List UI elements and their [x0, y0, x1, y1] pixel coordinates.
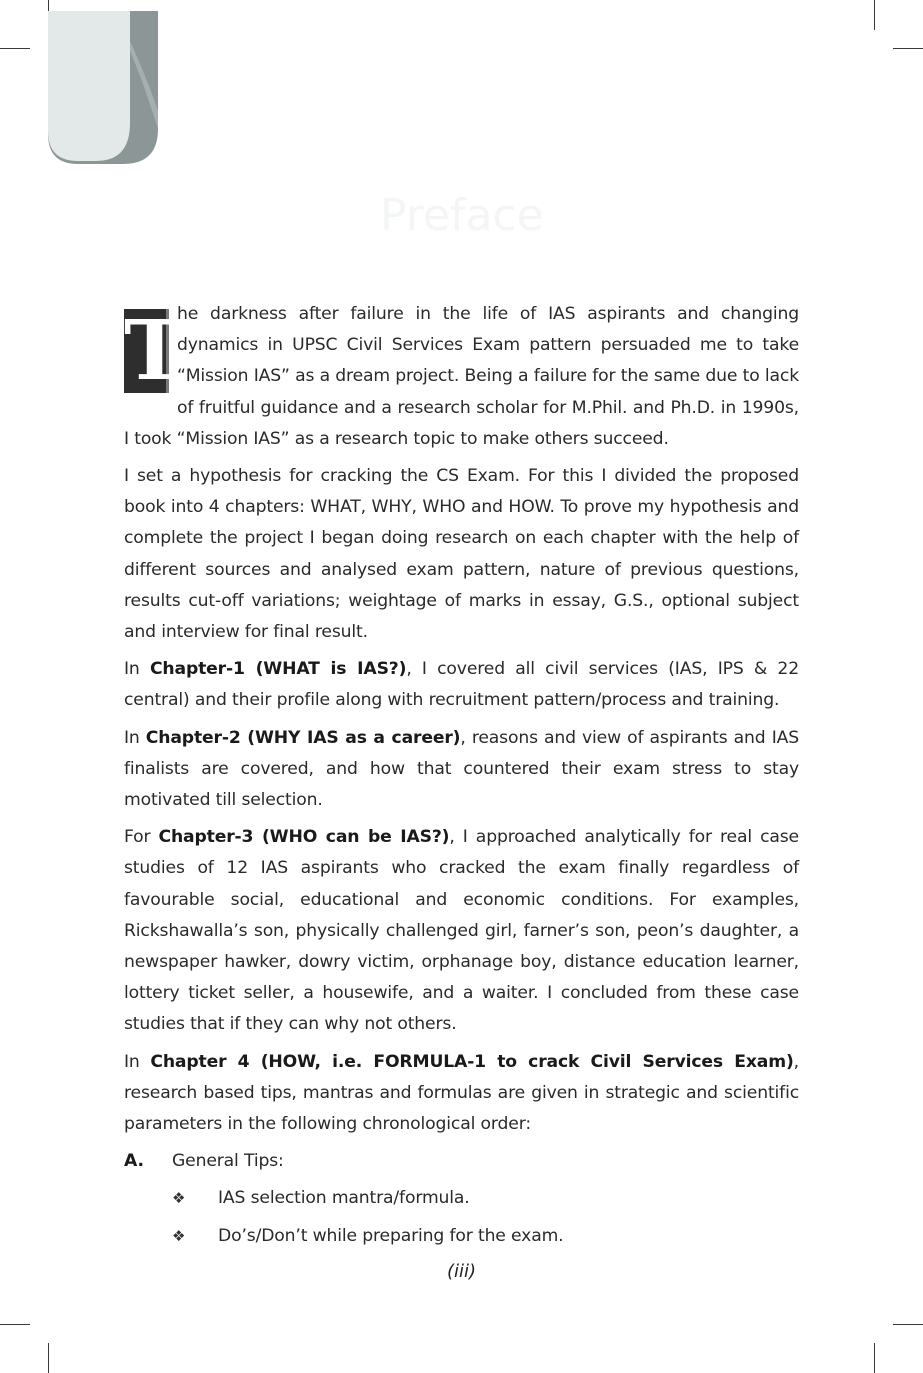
chapter-paragraph	[124, 654, 799, 716]
chapter-title: Chapter-3 (WHO can be IAS?)	[158, 827, 450, 848]
list-marker: A.	[124, 1151, 144, 1172]
chapter-text: , research based tips, mantras and formulas are given in strategic and scientific parameters in the following chronological order:	[124, 1051, 799, 1135]
preface-body	[124, 299, 799, 1252]
crop-mark	[893, 1324, 923, 1325]
list-section-a	[124, 1146, 799, 1177]
chapter-paragraph	[124, 723, 799, 817]
list-item	[172, 1183, 799, 1214]
list-item	[172, 1221, 799, 1252]
chapter-lead: In	[124, 727, 146, 748]
hypothesis-paragraph: I set a hypothesis for cracking the CS Exam. For this I divided the proposed book into 4 chapters: WHAT, WHY, WHO and HOW. To prove my hypothesis and complete the project I began doing research on each chapter with the help of different sources and analysed exam pattern, nature of previous questions, results cut-off variations; weightage of marks in essay, G.S., optional subject and interview for final result.	[124, 466, 799, 643]
chapter-text: , I covered all civil services (IAS, IPS & 22 central) and their profile along with recruitment pattern/process and training.	[124, 659, 799, 711]
intro-text: he darkness after failure in the life of IAS aspirants and changing dynamics in UPSC Civil Services Exam pattern persuaded me to take “Mission IAS” as a dream project. Being a failure for the same due to lack of fruitful guidance and a research scholar for M.Phil. and Ph.D. in 1990s, I took “Mission IAS” as a research topic to make others succeed.	[124, 304, 799, 449]
chapter-lead: In	[124, 1051, 151, 1072]
list-label: General Tips:	[172, 1151, 284, 1172]
chapter-text: , I approached analytically for real case studies of 12 IAS aspirants who cracked the exam finally regardless of favourable social, educational and economic conditions. For examples, Rickshawalla’s son, physically challenged girl, farner’s son, peon’s daughter, a newspaper hawker, dowry victim, orphanage boy, distance education learner, lottery ticket seller, a housewife, and a waiter. I concluded from these case studies that if they can why not others.	[124, 827, 799, 1035]
chapter-paragraph	[124, 1047, 799, 1141]
chapter-paragraph	[124, 822, 799, 1040]
intro-paragraph	[124, 299, 799, 455]
chapter-title: Chapter-1 (WHAT is IAS?)	[149, 659, 407, 680]
crop-mark	[893, 48, 923, 49]
diamond-bullet-icon: ❖	[172, 1189, 186, 1208]
chapter-title: Chapter 4 (HOW, i.e. FORMULA-1 to crack Civil Services Exam)	[150, 1051, 794, 1072]
crop-mark	[0, 1324, 30, 1325]
chapter-lead: For	[124, 827, 159, 848]
drop-cap: T	[124, 303, 185, 399]
crop-mark	[874, 1343, 875, 1373]
crop-mark	[0, 48, 30, 49]
diamond-bullet-icon: ❖	[172, 1226, 186, 1245]
chapter-title: Chapter-2 (WHY IAS as a career)	[145, 727, 461, 748]
chapter-lead: In	[124, 659, 150, 680]
crop-mark	[874, 0, 875, 30]
page-number: (iii)	[446, 1261, 477, 1282]
corner-tab-decoration	[48, 11, 160, 164]
list-item-text: IAS selection mantra/formula.	[218, 1188, 470, 1209]
list-item-text: Do’s/Don’t while preparing for the exam.	[218, 1225, 564, 1246]
chapter-text: , reasons and view of aspirants and IAS finalists are covered, and how that countered their exam stress to stay motivated till selection.	[124, 727, 799, 811]
crop-mark	[48, 1343, 49, 1373]
faint-heading: Preface	[380, 190, 544, 241]
